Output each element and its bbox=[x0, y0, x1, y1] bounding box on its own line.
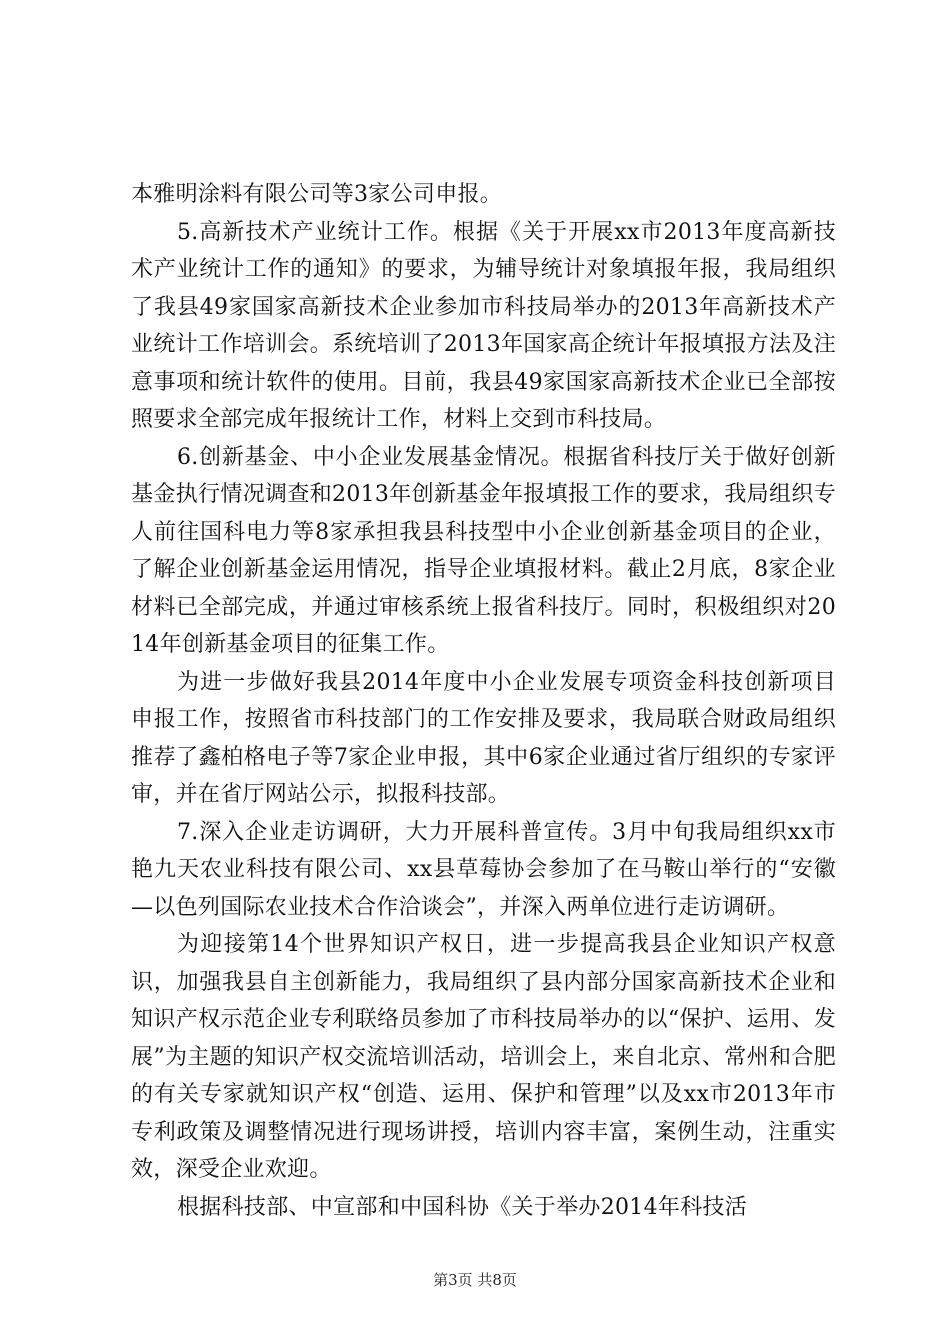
paragraph-5: 7.深入企业走访调研，大力开展科普宣传。3月中旬我局组织xx市艳九天农业科技有限公司、xx县草莓协会参加了在马鞍山举行的“安徽—以色列国际农业技术合作洽谈会”，并深入两单位进行走访调研。 bbox=[131, 819, 836, 920]
paragraph-1: 本雅明涂料有限公司等3家公司申报。 bbox=[131, 182, 503, 207]
page-number-footer: 第3页 共8页 bbox=[433, 1271, 517, 1289]
paragraph-6: 为迎接第14个世界知识产权日，进一步提高我县企业知识产权意识，加强我县自主创新能力，我局组织了县内部分国家高新技术企业和知识产权示范企业专利联络员参加了市科技局举办的以“保护、运用、发展”为主题的知识产权交流培训活动，培训会上，来自北京、常州和合肥的有关专家就知识产权“创造、运用、保护和管理”以及xx市2013年市专利政策及调整情况进行现场讲授，培训内容丰富，案例生动，注重实效，深受企业欢迎。 bbox=[131, 932, 836, 1182]
paragraph-2: 5.高新技术产业统计工作。根据《关于开展xx市2013年度高新技术产业统计工作的通知》的要求，为辅导统计对象填报年报，我局组织了我县49家国家高新技术企业参加市科技局举办的2013年高新技术产业统计工作培训会。系统培训了2013年国家高企统计年报填报方法及注意事项和统计软件的使用。目前，我县49家国家高新技术企业已全部按照要求全部完成年报统计工作，材料上交到市科技局。 bbox=[131, 219, 836, 432]
paragraph-4: 为进一步做好我县2014年度中小企业发展专项资金科技创新项目申报工作，按照省市科技部门的工作安排及要求，我局联合财政局组织推荐了鑫柏格电子等7家企业申报，其中6家企业通过省厅组织的专家评审，并在省厅网站公示，拟报科技部。 bbox=[131, 669, 836, 807]
paragraph-7: 根据科技部、中宣部和中国科协《关于举办2014年科技活 bbox=[177, 1194, 748, 1220]
document-body bbox=[131, 176, 836, 1226]
paragraph-3: 6.创新基金、中小企业发展基金情况。根据省科技厅关于做好创新基金执行情况调查和2013年创新基金年报填报工作的要求，我局组织专人前往国科电力等8家承担我县科技型中小企业创新基金项目的企业，了解企业创新基金运用情况，指导企业填报材料。截止2月底，8家企业材料已全部完成，并通过审核系统上报省科技厅。同时，积极组织对2014年创新基金项目的征集工作。 bbox=[131, 444, 836, 657]
